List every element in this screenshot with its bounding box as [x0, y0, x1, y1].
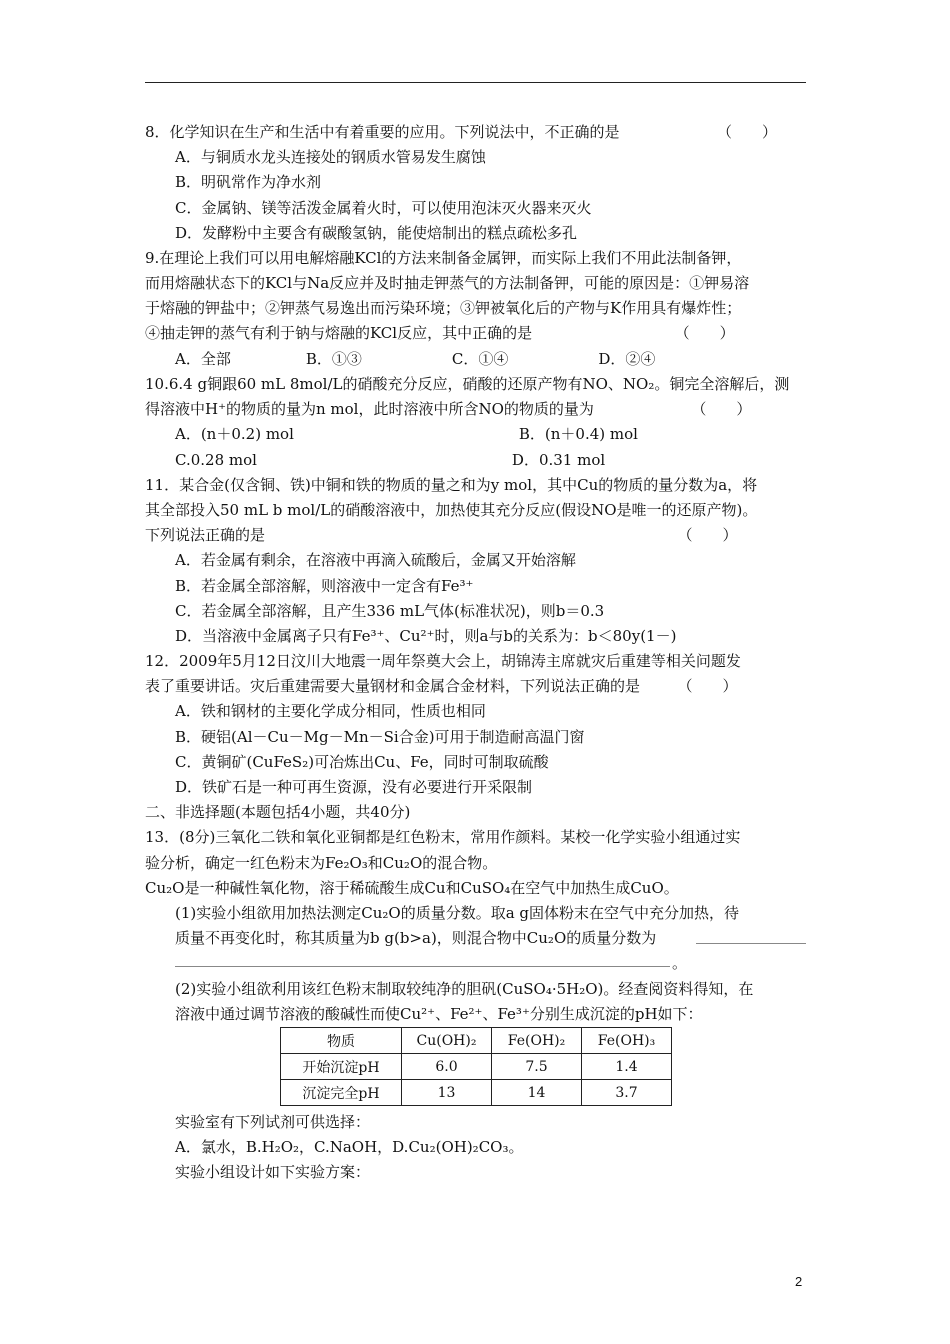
q10-stem-line2: 得溶液中H⁺的物质的量为n mol，此时溶液中所含NO的物质的量为 （ ） — [145, 400, 752, 418]
table-cell: 6.0 — [402, 1054, 492, 1080]
q12-stem-line1: 12．2009年5月12日汶川大地震一周年祭奠大会上，胡锦涛主席就灾后重建等相关问题发 — [145, 652, 741, 670]
table-header-cell: Cu(OH)₂ — [402, 1028, 492, 1054]
table-cell: 开始沉淀pH — [281, 1054, 402, 1080]
q12-option-a: A．铁和钢材的主要化学成分相同，性质也相同 — [175, 702, 486, 720]
table-cell: 13 — [402, 1080, 492, 1106]
q8-option-d: D．发酵粉中主要含有碳酸氢钠，能使焙制出的糕点疏松多孔 — [175, 224, 578, 242]
q13-part2-line1: (2)实验小组欲利用该红色粉末制取较纯净的胆矾(CuSO₄·5H₂O)。经查阅资料得知，在 — [175, 980, 754, 998]
q12-option-d: D．铁矿石是一种可再生资源，没有必要进行开采限制 — [175, 778, 533, 796]
q11-stem-line3: 下列说法正确的是 （ ） — [145, 526, 738, 544]
reagents-list: A．氯水，B.H₂O₂，C.NaOH，D.Cu₂(OH)₂CO₃。 — [175, 1138, 524, 1156]
q13-part2-line2: 溶液中通过调节溶液的酸碱性而使Cu²⁺、Fe²⁺、Fe³⁺分别生成沉淀的pH如下： — [175, 1005, 703, 1023]
q11-option-c: C．若金属全部溶解，且产生336 mL气体(标准状况)，则b＝0.3 — [175, 602, 605, 620]
q13-stem-line2: 验分析，确定一红色粉末为Fe₂O₃和Cu₂O的混合物。 — [145, 854, 498, 872]
q8-option-a: A．与铜质水龙头连接处的钢质水管易发生腐蚀 — [175, 148, 486, 166]
table-row — [281, 1080, 672, 1106]
q9-stem-line1: 9.在理论上我们可以用电解熔融KCl的方法来制备金属钾，而实际上我们不用此法制备钾， — [145, 249, 742, 267]
section-heading: 二、非选择题(本题包括4小题，共40分) — [145, 803, 411, 821]
table-cell: 1.4 — [582, 1054, 672, 1080]
table-header-row — [281, 1028, 672, 1054]
q12-option-c: C．黄铜矿(CuFeS₂)可冶炼出Cu、Fe，同时可制取硫酸 — [175, 753, 549, 771]
q13-part1-line2: 质量不再变化时，称其质量为b g(b>a)，则混合物中Cu₂O的质量分数为 — [175, 929, 657, 947]
q8-option-c: C．金属钠、镁等活泼金属着火时，可以使用泡沫灭火器来灭火 — [175, 199, 592, 217]
table-cell: 14 — [492, 1080, 582, 1106]
q10-stem-line1: 10.6.4 g铜跟60 mL 8mol/L的硝酸充分反应，硝酸的还原产物有NO、NO₂。铜完全溶解后，测 — [145, 375, 790, 393]
q13-info: Cu₂O是一种碱性氧化物，溶于稀硫酸生成Cu和CuSO₄在空气中加热生成CuO。 — [145, 879, 679, 897]
q9-stem-line3: 于熔融的钾盐中；②钾蒸气易逸出而污染环境；③钾被氧化后的产物与K作用具有爆炸性； — [145, 299, 742, 317]
table-header-cell: Fe(OH)₃ — [582, 1028, 672, 1054]
q12-option-b: B．硬铝(Al－Cu－Mg－Mn－Si合金)可用于制造耐高温门窗 — [175, 728, 585, 746]
q10-options-cd: C.0.28 mol D．0.31 mol — [175, 451, 606, 469]
q8-stem: 8．化学知识在生产和生活中有着重要的应用。下列说法中，不正确的是 （ ） — [145, 123, 778, 141]
q11-option-b: B．若金属全部溶解，则溶液中一定含有Fe³⁺ — [175, 577, 474, 595]
q13-part1-end: 。 — [672, 954, 688, 972]
q9-stem-line2: 而用熔融状态下的KCl与Na反应并及时抽走钾蒸气的方法制备钾，可能的原因是：①钾易溶 — [145, 274, 750, 292]
q8-option-b: B．明矾常作为净水剂 — [175, 173, 322, 191]
table-cell: 3.7 — [582, 1080, 672, 1106]
table-cell: 沉淀完全pH — [281, 1080, 402, 1106]
q11-stem-line2: 其全部投入50 mL b mol/L的硝酸溶液中，加热使其充分反应(假设NO是唯一的还原产物)。 — [145, 501, 758, 519]
q9-options: A．全部 B．①③ C．①④ D．②④ — [175, 350, 656, 368]
q12-stem-line2: 表了重要讲话。灾后重建需要大量钢材和金属合金材料，下列说法正确的是 （ ） — [145, 677, 738, 695]
table-header-cell: 物质 — [281, 1028, 402, 1054]
table-cell: 7.5 — [492, 1054, 582, 1080]
q13-part1-line1: (1)实验小组欲用加热法测定Cu₂O的质量分数。取a g固体粉末在空气中充分加热，待 — [175, 904, 740, 922]
q11-option-d: D．当溶液中金属离子只有Fe³⁺、Cu²⁺时，则a与b的关系为：b＜80y(1－) — [175, 627, 677, 645]
page-number: 2 — [795, 1274, 803, 1289]
header-rule — [145, 82, 806, 83]
q10-options-ab: A．(n＋0.2) mol B．(n＋0.4) mol — [175, 425, 638, 443]
answer-blank — [696, 943, 806, 944]
ph-table — [280, 1027, 672, 1106]
q11-stem-line1: 11．某合金(仅含铜、铁)中铜和铁的物质的量之和为y mol，其中Cu的物质的量分数为a，将 — [145, 476, 758, 494]
table-row — [281, 1054, 672, 1080]
table-header-cell: Fe(OH)₂ — [492, 1028, 582, 1054]
reagents-intro: 实验室有下列试剂可供选择： — [175, 1113, 371, 1131]
answer-blank-continued — [175, 966, 670, 967]
q11-option-a: A．若金属有剩余，在溶液中再滴入硫酸后，金属又开始溶解 — [175, 551, 576, 569]
plan-intro: 实验小组设计如下实验方案： — [175, 1163, 371, 1181]
q13-stem-line1: 13．(8分)三氧化二铁和氧化亚铜都是红色粉末，常用作颜料。某校一化学实验小组通过实 — [145, 828, 741, 846]
q9-stem-line4: ④抽走钾的蒸气有利于钠与熔融的KCl反应，其中正确的是 （ ） — [145, 324, 735, 342]
